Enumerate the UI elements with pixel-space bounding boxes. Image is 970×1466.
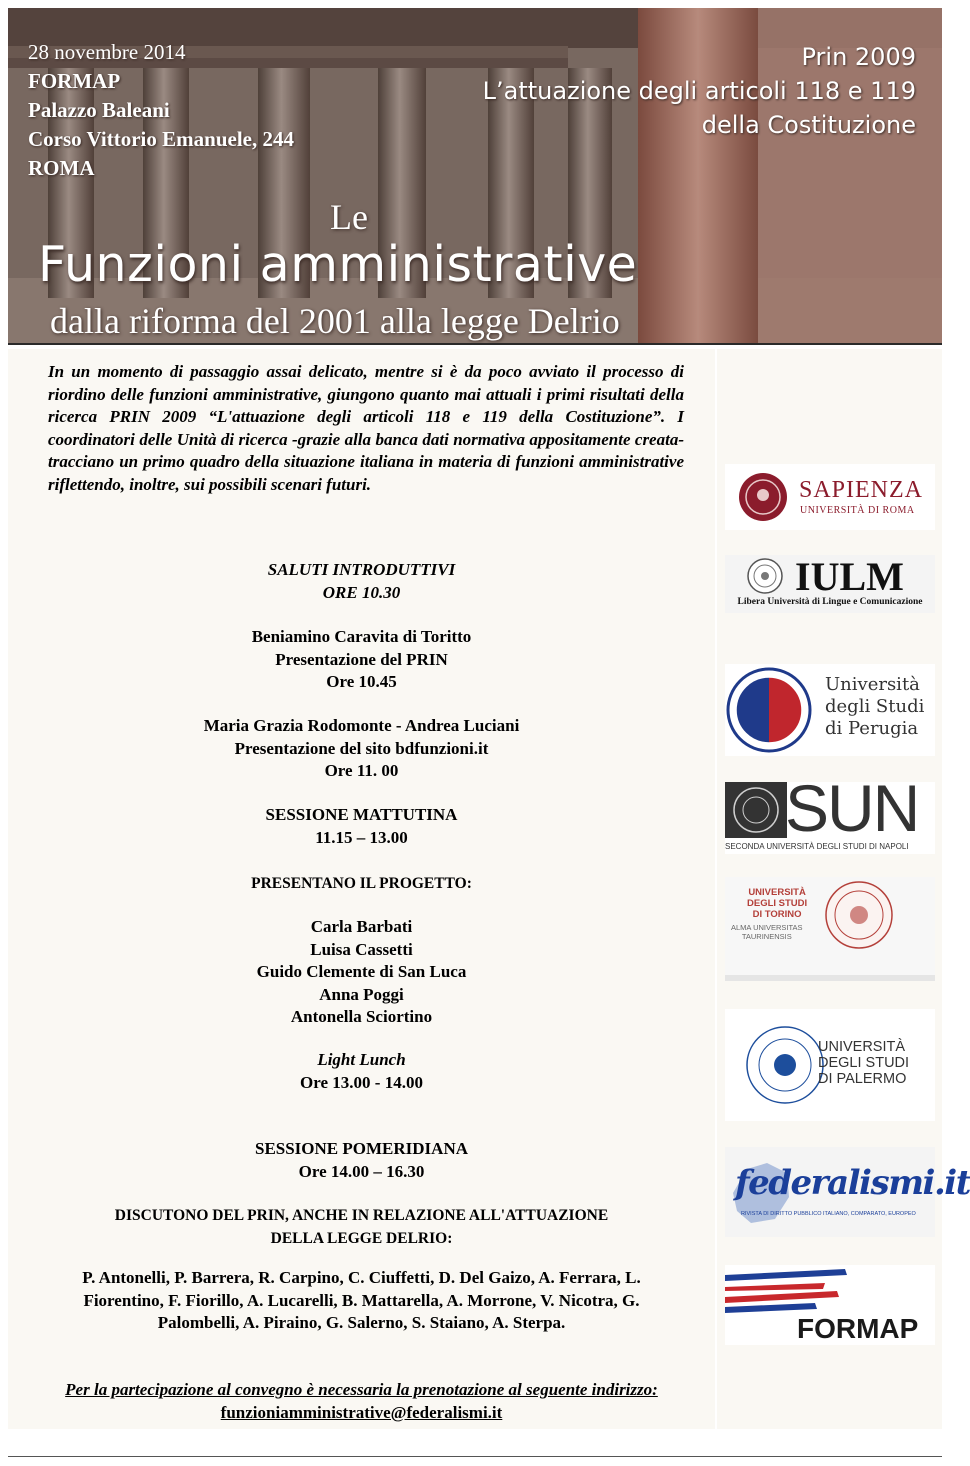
morning-session-block (8, 804, 715, 849)
speaker2-time: Ore 11. 00 (324, 761, 399, 780)
presenter-name: Anna Poggi (319, 984, 404, 1004)
header-divider (8, 343, 942, 345)
venue-place: Palazzo Baleani (28, 98, 170, 122)
discussants-line-1: P. Antonelli, P. Barrera, R. Carpino, C. Ciuffetti, D. Del Gaizo, A. Ferrara, L. (82, 1268, 641, 1287)
saluti-heading: SALUTI INTRODUTTIVI (267, 560, 456, 579)
saluti-time: ORE 10.30 (322, 582, 401, 602)
torino-line-2: DEGLI STUDI (747, 898, 808, 909)
federalismi-logo (725, 1147, 970, 1237)
presentano-heading: PRESENTANO IL PROGETTO: (251, 875, 472, 892)
speaker2-topic: Presentazione del sito bdfunzioni.it (234, 738, 489, 758)
iulm-name: IULM (795, 554, 904, 599)
torino-line-4: ALMA UNIVERSITAS (731, 923, 803, 932)
formap-logo (725, 1265, 935, 1345)
discutono-line-2: DELLA LEGGE DELRIO: (270, 1229, 453, 1247)
venue-street: Corso Vittorio Emanuele, 244 (28, 127, 294, 151)
speaker1-topic: Presentazione del PRIN (275, 649, 448, 669)
torino-name (747, 887, 807, 920)
afternoon-session-time: Ore 14.00 – 16.30 (298, 1161, 425, 1181)
federalismi-name: federalismi.it (735, 1163, 970, 1203)
torino-underline (725, 975, 935, 981)
sun-logo (725, 771, 935, 854)
speaker1-name: Beniamino Caravita di Toritto (251, 627, 472, 646)
afternoon-session-block (8, 1138, 715, 1183)
perugia-logo (725, 664, 935, 756)
palermo-name (818, 1039, 909, 1087)
perugia-name (825, 674, 924, 740)
registration-text: Per la partecipazione al convegno è necessaria la prenotazione al seguente indirizzo: (65, 1380, 658, 1399)
perugia-line-1: Università (825, 674, 920, 695)
sapienza-name: SAPIENZA (799, 477, 924, 503)
lunch-label: Light Lunch (317, 1050, 406, 1069)
saluti-block (8, 559, 715, 604)
prin-title: Prin 2009 (801, 43, 916, 71)
sapienza-subtitle: UNIVERSITÀ DI ROMA (800, 505, 915, 516)
program-column (8, 349, 715, 1429)
perugia-line-3: di Perugia (825, 718, 919, 739)
presenter-name: Luisa Cassetti (310, 939, 413, 959)
presenter-name: Guido Clemente di San Luca (256, 962, 467, 981)
torino-motto (731, 923, 803, 941)
formap-stripes-icon (725, 1269, 935, 1313)
palermo-line-1: UNIVERSITÀ (818, 1039, 906, 1055)
discutono-block (8, 1205, 715, 1250)
event-date: 28 novembre 2014 (28, 40, 186, 64)
header-banner (8, 8, 942, 343)
registration-email-link[interactable]: funzioniamministrative@federalismi.it (220, 1402, 503, 1422)
afternoon-session-heading: SESSIONE POMERIDIANA (254, 1139, 468, 1158)
perugia-seal-icon (725, 664, 815, 756)
sun-seal-icon (725, 782, 787, 838)
intro-paragraph: In un momento di passaggio assai delicato, mentre si è da poco avviato il processo di riordino delle funzioni amministrative, giungono quanto mai attuali i primi risultati della ricerca PRIN 2009 “L'attuazione degli articoli 118 e 119 della Costituzione”. I coordinatori delle Unità di ricerca -grazie alla banca dati normativa appositamente creata- tracciano un primo quadro della situazione italiana in materia di funzioni amministrative riflettendo, inoltre, sui possibili scenari futuri. (48, 362, 684, 494)
sapienza-logo (725, 464, 935, 530)
sun-name: SUN (785, 771, 919, 845)
morning-session-time: 11.15 – 13.00 (315, 827, 408, 847)
title-le: Le (330, 197, 368, 237)
lunch-block (8, 1049, 715, 1094)
partner-logos (717, 349, 970, 1429)
speaker1-time: Ore 10.45 (326, 672, 397, 691)
federalismi-subtitle: RIVISTA DI DIRITTO PUBBLICO ITALIANO, COMPARATO, EUROPEO (741, 1211, 916, 1217)
speaker2-name: Maria Grazia Rodomonte - Andrea Luciani (203, 716, 520, 735)
prin-subtitle-2: della Costituzione (701, 111, 916, 139)
presenters-list (8, 916, 715, 1029)
iulm-logo (725, 555, 935, 613)
lunch-time: Ore 13.00 - 14.00 (300, 1072, 423, 1092)
torino-line-5: TAURINENSIS (741, 932, 792, 941)
speaker1-block (8, 626, 715, 694)
venue-city: ROMA (28, 156, 95, 180)
prin-subtitle-1: L’attuazione degli articoli 118 e 119 (482, 77, 916, 105)
presenter-name: Antonella Sciortino (290, 1007, 433, 1026)
palermo-logo (725, 1009, 935, 1121)
page-subtitle: dalla riforma del 2001 alla legge Delrio (50, 301, 620, 341)
palermo-line-3: DI PALERMO (818, 1071, 907, 1087)
registration-note (8, 1379, 715, 1424)
formap-name: FORMAP (797, 1313, 919, 1344)
torino-logo (725, 877, 935, 981)
palermo-line-2: DEGLI STUDI (818, 1055, 910, 1071)
morning-session-heading: SESSIONE MATTUTINA (265, 805, 458, 824)
page-title: Funzioni amministrative (38, 236, 638, 293)
discutono-line-1: DISCUTONO DEL PRIN, ANCHE IN RELAZIONE ALL'ATTUAZIONE (114, 1207, 609, 1224)
palermo-seal-icon (743, 1023, 827, 1107)
prin-info (483, 40, 916, 142)
iulm-subtitle: Libera Università di Lingue e Comunicazione (737, 597, 923, 607)
torino-line-3: DI TORINO (752, 909, 802, 920)
speaker2-block (8, 715, 715, 783)
discussants-line-3: Palombelli, A. Piraino, G. Salerno, S. Staiano, A. Sterpa. (157, 1313, 566, 1332)
sun-subtitle: SECONDA UNIVERSITÀ DEGLI STUDI DI NAPOLI (725, 842, 909, 851)
perugia-line-2: degli Studi (825, 696, 925, 717)
venue-info (28, 38, 294, 183)
torino-seal-icon (817, 879, 907, 963)
venue-org: FORMAP (28, 69, 121, 93)
presenter-name: Carla Barbati (310, 917, 413, 936)
footer-divider (8, 1456, 942, 1457)
discussants-list (8, 1267, 715, 1335)
iulm-seal-icon (743, 556, 803, 600)
discussants-line-2: Fiorentino, F. Fiorillo, A. Lucarelli, B. Mattarella, A. Morrone, V. Nicotra, G. (83, 1290, 640, 1310)
torino-line-1: UNIVERSITÀ (748, 887, 806, 898)
